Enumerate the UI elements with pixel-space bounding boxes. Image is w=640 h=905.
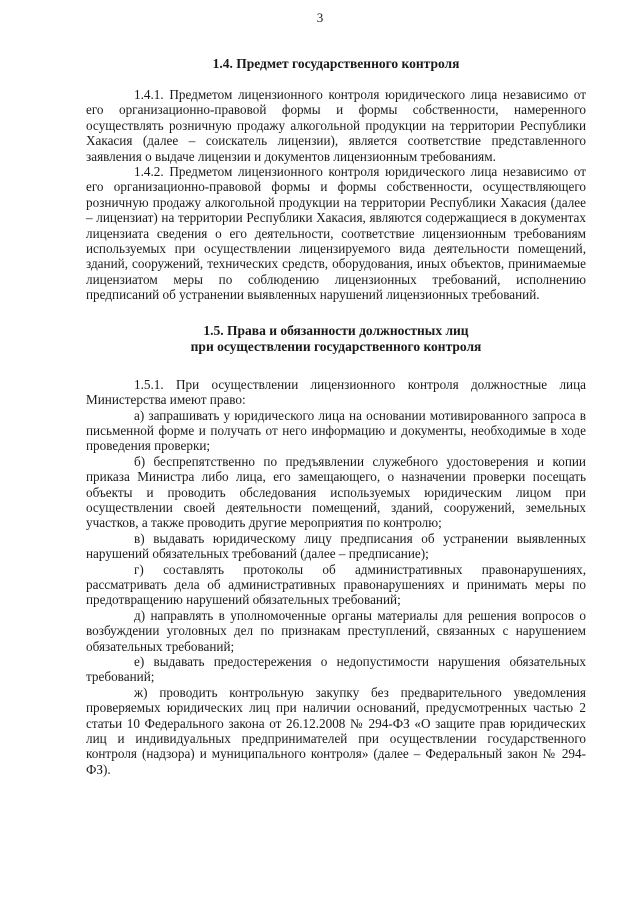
list-item-d: д) направлять в уполномоченные органы материалы для решения вопросов о возбуждении уголовных дел по признакам преступлений, связанных с нарушением обязательных требований; bbox=[86, 607, 586, 654]
page-number: 3 bbox=[316, 10, 324, 25]
paragraph-1-5-1: 1.5.1. При осуществлении лицензионного контроля должностные лица Министерства имеют право: bbox=[86, 376, 586, 408]
list-item-a: а) запрашивать у юридического лица на основании мотивированного запроса в письменной форме и получать от него информацию и документы, необходимые в ходе проведения проверки; bbox=[86, 407, 586, 454]
section-1-4-heading: 1.4. Предмет государственного контроля bbox=[212, 56, 460, 71]
list-item-v: в) выдавать юридическому лицу предписания об устранении выявленных нарушений обязательных требований (далее – предписание); bbox=[86, 530, 586, 562]
list-item-b: б) беспрепятственно по предъявлении служебного удостоверения и копии приказа Министра либо лица, его замещающего, о назначении проверки посещать объекты и проводить обследования используемых юридическим лицом при осуществлении своей деятельности помещений, зданий, сооружений, земельных участков, а также проводить другие мероприятия по контролю; bbox=[86, 453, 586, 531]
section-1-5-heading-line2: при осуществлении государственного контроля bbox=[190, 338, 482, 354]
list-item-e: е) выдавать предостережения о недопустимости нарушения обязательных требований; bbox=[86, 654, 586, 685]
section-1-5-heading-line1: 1.5. Права и обязанности должностных лиц bbox=[203, 322, 469, 338]
document-body bbox=[86, 50, 586, 777]
list-item-g: г) составлять протоколы об административных правонарушениях, рассматривать дела об административных правонарушениях и принимать меры по предотвращению нарушений обязательных требований; bbox=[86, 561, 586, 608]
section-1-5-heading bbox=[86, 323, 586, 355]
list-item-zh: ж) проводить контрольную закупку без предварительного уведомления проверяемых юридических лиц при наличии оснований, предусмотренных частью 2 статьи 10 Федерального закона от 26.12.2008 № 294-ФЗ «О защите прав юридических лиц и индивидуальных предпринимателей при осуществлении государственного контроля (надзора) и муниципального контроля» (далее – Федеральный закон № 294-ФЗ). bbox=[86, 684, 586, 777]
paragraph-1-4-2: 1.4.2. Предметом лицензионного контроля юридического лица независимо от его организационно-правовой формы и формы собственности, осуществляющего розничную продажу алкогольной продукции на территории Республики Хакасия (далее – лицензиат) на территории Республики Хакасия, являются содержащиеся в документах лицензиата сведения о его деятельности, соответствие лицензионным требованиям используемых при осуществлении лицензируемого вида деятельности помещений, зданий, сооружений, технических средств, оборудования, иных объектов, принимаемые лицензиатом меры по соблюдению лицензионных требований, исполнению предписаний об устранении выявленных нарушений лицензионных требований. bbox=[86, 164, 586, 303]
paragraph-1-4-1: 1.4.1. Предметом лицензионного контроля юридического лица независимо от его организационно-правовой формы и формы собственности, намеренного осуществлять розничную продажу алкогольной продукции на территории Республики Хакасия (далее – соискатель лицензии), является соответствие представленного заявления о выдаче лицензии и документов лицензионным требованиям. bbox=[86, 87, 586, 164]
